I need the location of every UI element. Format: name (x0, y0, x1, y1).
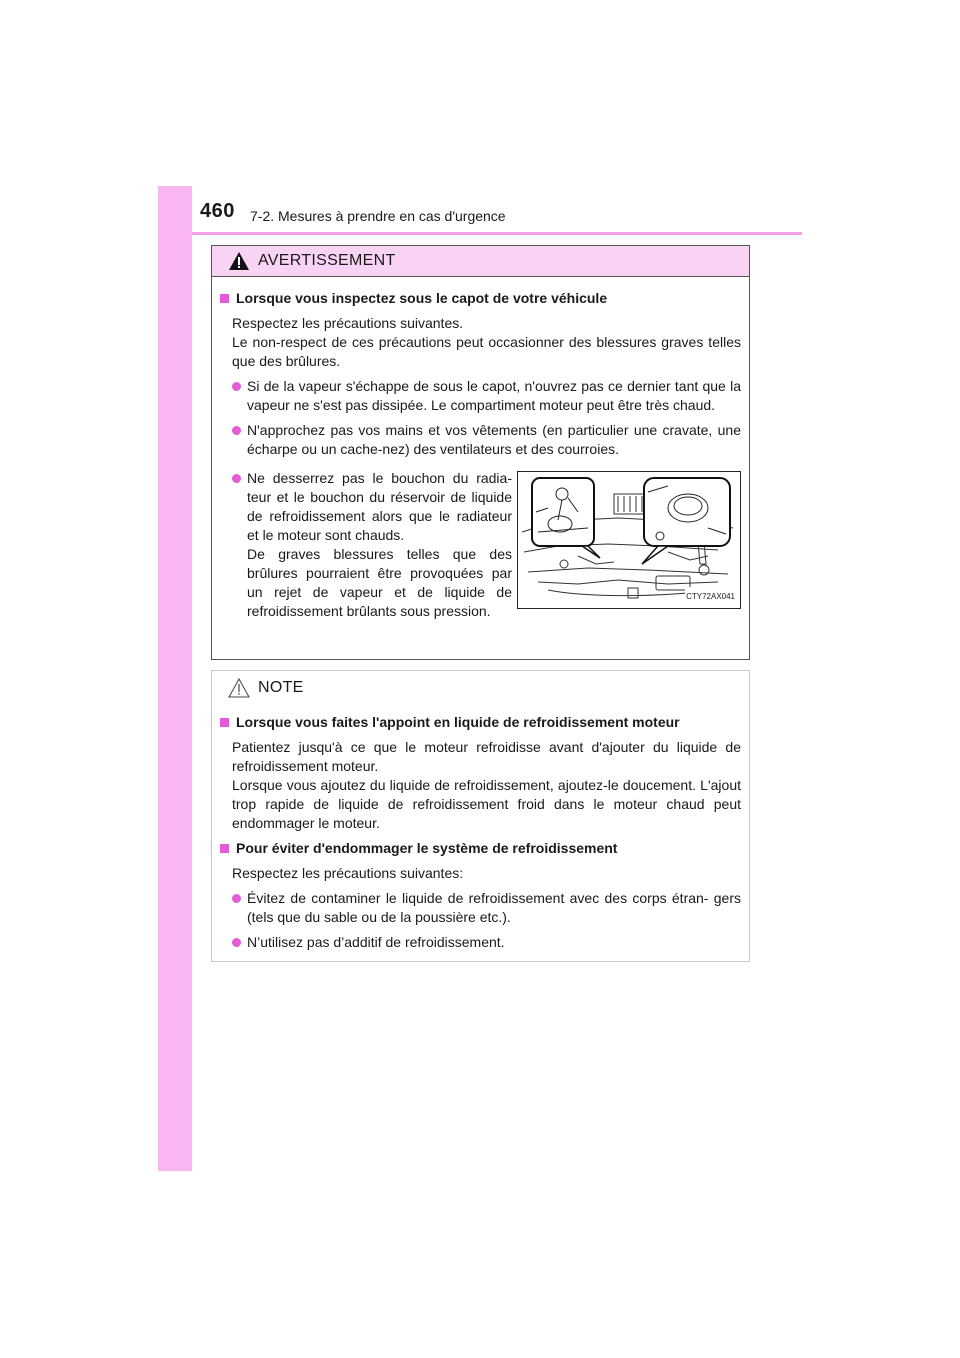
warning-intro-line-1: Respectez les précautions suivantes. (232, 315, 464, 331)
side-band (158, 186, 192, 1171)
header-rule (192, 232, 802, 235)
warning-heading-text: Lorsque vous inspectez sous le capot de votre véhicule (236, 290, 608, 306)
note-heading-2 (218, 839, 741, 858)
note-header (212, 671, 749, 705)
engine-figure (517, 471, 741, 609)
warning-body (212, 277, 749, 627)
note-para-1 (218, 738, 741, 833)
note-heading-1-text: Lorsque vous faites l'appoint en liquide de refroidissement moteur (236, 714, 680, 730)
warning-intro-line-2: Le non-respect de ces précautions peut occasionner des blessures graves telles que des brûlures. (232, 334, 741, 369)
note-para-1-text: Patientez jusqu'à ce que le moteur refroidisse avant d'ajouter du liquide de refroidissement moteur. (232, 739, 741, 774)
note-heading-2-text: Pour éviter d'endommager le système de refroidissement (236, 840, 618, 856)
note-bullet-2 (218, 933, 741, 952)
square-bullet-icon (220, 294, 229, 303)
warning-box (211, 245, 750, 660)
warning-triangle-icon (228, 251, 250, 271)
note-triangle-icon (228, 678, 250, 698)
note-body (212, 705, 749, 952)
warning-header (212, 246, 749, 277)
note-box (211, 670, 750, 962)
round-bullet-icon (232, 938, 241, 947)
square-bullet-icon (220, 718, 229, 727)
section-title: 7-2. Mesures à prendre en cas d'urgence (250, 208, 506, 224)
warning-bullet-1-text: Si de la vapeur s'échappe de sous le capot, n'ouvrez pas ce dernier tant que la vapeur ne s'est pas dissipée. Le compartiment moteur peut être très chaud. (247, 378, 741, 413)
warning-heading (218, 289, 741, 308)
square-bullet-icon (220, 844, 229, 853)
note-para-2-text: Lorsque vous ajoutez du liquide de refroidissement, ajoutez-le doucement. L'ajout trop rapide de liquide de refroidissement froid dans le moteur chaud peut endommager le moteur. (232, 777, 741, 831)
note-title: NOTE (258, 679, 304, 696)
warning-bullet-2-text: N'approchez pas vos mains et vos vêtements (en particulier une cravate, une écharpe ou un cache-nez) des ventilateurs et des courroies. (247, 422, 741, 457)
round-bullet-icon (232, 426, 241, 435)
note-bullet-1 (218, 889, 741, 927)
warning-intro (218, 314, 741, 371)
note-heading-1 (218, 713, 741, 732)
warning-bullet-3 (218, 469, 512, 621)
warning-bullet-1 (218, 377, 741, 415)
round-bullet-icon (232, 474, 241, 483)
warning-bullet-2 (218, 421, 741, 459)
note-para-3 (218, 864, 741, 883)
warning-bullet-3-part-2: De graves blessures telles que des brûlures pourraient être provoquées par un rejet de vapeur et de liquide de refroidissement brûlants sous pression. (247, 546, 512, 619)
round-bullet-icon (232, 382, 241, 391)
note-para-3-text: Respectez les précautions suivantes: (232, 865, 464, 881)
page-number: 460 (200, 200, 235, 222)
warning-split-row (218, 469, 741, 627)
figure-code: CTY72AX041 (685, 587, 736, 606)
note-bullet-2-text: N’utilisez pas d’additif de refroidissement. (247, 934, 505, 950)
round-bullet-icon (232, 894, 241, 903)
warning-bullet-3-part-1: Ne desserrez pas le bouchon du radia- teur et le bouchon du réservoir de liquide de refroidissement alors que le radiateur et le moteur sont chauds. (247, 470, 512, 543)
warning-title: AVERTISSEMENT (258, 252, 396, 269)
warning-bullet-3-text (247, 469, 512, 621)
note-bullet-1-text: Évitez de contaminer le liquide de refroidissement avec des corps étran- gers (tels que du sable ou de la poussière etc.). (247, 890, 741, 925)
